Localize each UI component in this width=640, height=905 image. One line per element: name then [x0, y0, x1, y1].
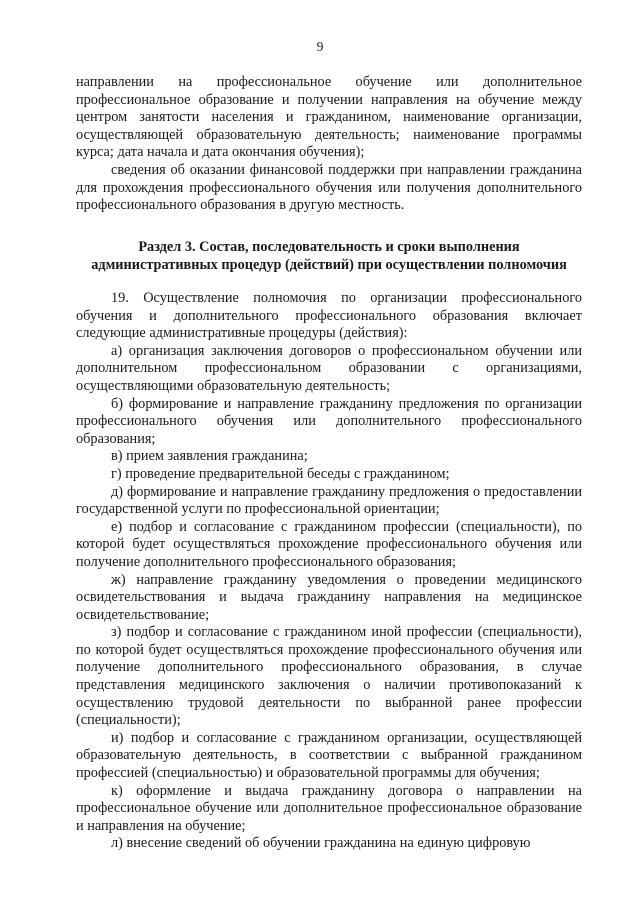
body-text-block [76, 290, 582, 853]
list-item-b: б) формирование и направление гражданину предложения по организации профессионального обучения или дополнительного профессионального образования; [76, 395, 582, 447]
list-item-g: г) проведение предварительной беседы с гражданином; [111, 465, 450, 482]
list-item-z: з) подбор и согласование с гражданином иной профессии (специальности), по которой будет осуществляться прохождение профессионального обучения или получение дополнительного профессионального образования, в случае представления медицинского заключения о наличии противопоказаний к осуществлению трудовой деятельности по выбранной ранее профессии (специальности); [76, 624, 582, 729]
paragraph-19: 19. Осуществление полномочия по организации профессионального обучения и дополнительного профессионального образования включает следующие административные процедуры (действия): [76, 290, 582, 342]
section-heading-line-2: административных процедур (действий) при осуществлении полномочия [91, 257, 567, 273]
list-item-zh: ж) направление гражданину уведомления о проведении медицинского освидетельствования и выдача гражданину направления на медицинское освидетельствование; [76, 571, 582, 623]
paragraph: сведения об оказании финансовой поддержки при направлении гражданина для прохождения профессионального обучения или получения дополнительного профессионального образования в другую местность. [76, 161, 582, 214]
page-number: 9 [316, 39, 324, 54]
section-heading-line-1: Раздел 3. Состав, последовательность и сроки выполнения [138, 239, 520, 255]
list-item-e: е) подбор и согласование с гражданином профессии (специальности), по которой будет осуществляться прохождение профессионального обучения или получение дополнительного профессионального образования; [76, 518, 582, 570]
paragraph: направлении на профессиональное обучение или дополнительное профессиональное образование и получении направления на обучение между центром занятости населения и гражданином, наименование организации, осуществляющей образовательную деятельность; наименование программы курса; дата начала и дата окончания обучения); [76, 74, 582, 161]
list-item-l: л) внесение сведений об обучении гражданина на единую цифровую [111, 835, 531, 852]
list-item-a: а) организация заключения договоров о профессиональном обучении или дополнительном профессиональном образовании с организациями, осуществляющими образовательную деятельность; [76, 342, 582, 394]
list-item-d: д) формирование и направление гражданину предложения о предоставлении государственной услуги по профессиональной ориентации; [76, 483, 582, 518]
list-item-v: в) прием заявления гражданина; [111, 448, 308, 465]
list-item-k: к) оформление и выдача гражданину договора о направлении на профессиональное обучение или дополнительное профессиональное образование и направления на обучение; [76, 782, 582, 834]
section-heading [76, 238, 582, 274]
list-item-i: и) подбор и согласование с гражданином организации, осуществляющей образовательную деятельность, в соответствии с выбранной гражданином профессией (специальностью) и образовательной программы для обучения; [76, 729, 582, 782]
top-text-block [76, 74, 582, 215]
